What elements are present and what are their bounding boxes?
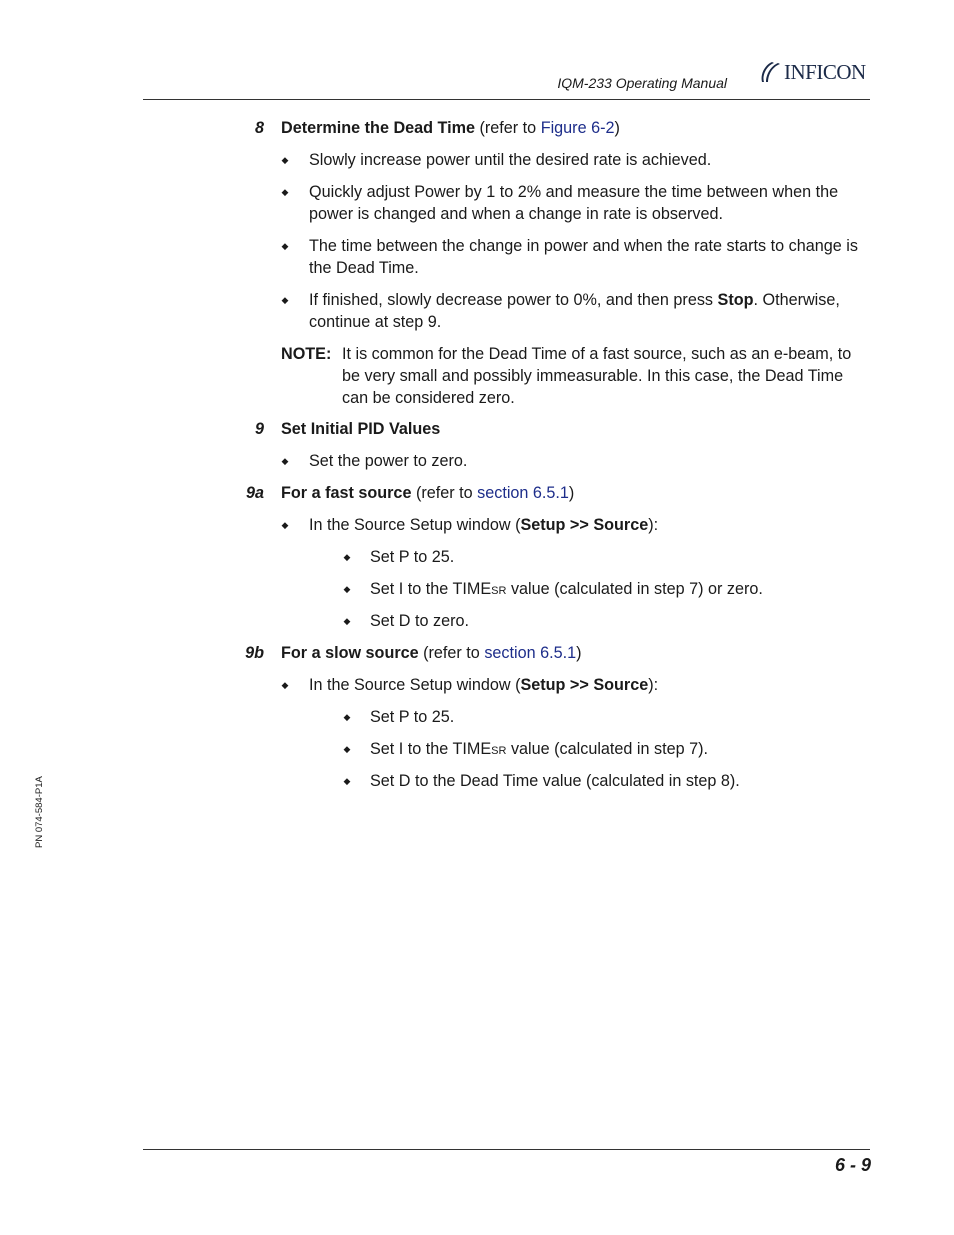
diamond-bullet-icon: ◆ xyxy=(343,712,351,722)
step-9a-refer-suffix: ) xyxy=(568,484,575,502)
step-9b-sub-2-subscript: SR xyxy=(491,745,507,757)
part-number: PN 074-584-P1A xyxy=(34,776,45,848)
manual-title: IQM-233 Operating Manual xyxy=(557,75,727,91)
step-8-bullet-1: Slowly increase power until the desired rate is achieved. xyxy=(309,151,712,169)
section-6-5-1-link[interactable]: section 6.5.1 xyxy=(484,644,577,662)
stop-keyword: Stop xyxy=(717,291,754,309)
step-9b-heading xyxy=(281,642,871,664)
step-9b-refer-suffix: ) xyxy=(576,644,582,662)
step-9a-title: For a fast source xyxy=(281,484,412,502)
step-9b-refer-prefix: (refer to xyxy=(418,644,485,662)
inficon-swoosh-icon xyxy=(760,60,782,84)
diamond-bullet-icon: ◆ xyxy=(343,584,351,594)
step-9b-sub-2-pre: Set I to the TIME xyxy=(370,740,492,758)
step-number-9b: 9b xyxy=(245,644,264,662)
step-9a-sub-2-subscript: SR xyxy=(491,585,507,597)
step-9a-refer-prefix: (refer to xyxy=(411,484,478,502)
step-9-bullet: Set the power to zero. xyxy=(309,452,468,470)
step-9b-sub-2 xyxy=(370,738,870,762)
step-9-title: Set Initial PID Values xyxy=(281,420,441,438)
step-9b-window-bullet xyxy=(309,674,871,696)
step-9b-window-post: ): xyxy=(648,676,659,694)
step-9a-window-path: Setup >> Source xyxy=(520,516,649,534)
inficon-logo xyxy=(760,58,866,86)
note-label: NOTE: xyxy=(281,345,332,363)
step-8-bullet-2: Quickly adjust Power by 1 to 2% and measure the time between when the power is changed and when a change in rate is observed. xyxy=(309,183,839,223)
step-9b-window-pre: In the Source Setup window ( xyxy=(309,676,521,694)
diamond-bullet-icon: ◆ xyxy=(281,456,289,466)
step-8-bullet-3: The time between the change in power and when the rate starts to change is the Dead Time. xyxy=(309,237,858,277)
step-9a-sub-3: Set D to zero. xyxy=(370,612,469,630)
step-number-9: 9 xyxy=(254,420,264,438)
step-9a-sub-1: Set P to 25. xyxy=(370,548,455,566)
diamond-bullet-icon: ◆ xyxy=(343,744,351,754)
step-8-title: Determine the Dead Time xyxy=(281,119,476,137)
diamond-bullet-icon: ◆ xyxy=(343,616,351,626)
step-8-refer-suffix: ) xyxy=(614,119,620,137)
footer-rule xyxy=(143,1149,870,1150)
step-9a-sub-2 xyxy=(370,578,870,602)
logo-text: INFICON xyxy=(784,60,866,84)
step-9a-window-pre: In the Source Setup window ( xyxy=(309,516,521,534)
step-9b-window-path: Setup >> Source xyxy=(520,676,649,694)
step-8-bullet-4 xyxy=(309,289,871,333)
step-9a-sub-2-pre: Set I to the TIME xyxy=(370,580,492,598)
step-9b-sub-2-post: value (calculated in step 7). xyxy=(506,740,709,758)
step-9a-window-bullet xyxy=(309,514,871,536)
step-9b-title: For a slow source xyxy=(281,644,419,662)
figure-6-2-link[interactable]: Figure 6-2 xyxy=(540,119,615,137)
step-9a-heading xyxy=(281,482,871,504)
step-9a-window-post: ): xyxy=(648,516,659,534)
step-9b-sub-1: Set P to 25. xyxy=(370,708,455,726)
section-6-5-1-link[interactable]: section 6.5.1 xyxy=(477,484,569,502)
step-8-bullet-4-pre: If finished, slowly decrease power to 0%, and then press xyxy=(309,291,718,309)
header-rule xyxy=(143,99,870,100)
step-number-9a: 9a xyxy=(245,484,264,502)
diamond-bullet-icon: ◆ xyxy=(281,680,289,690)
step-9a-sub-2-post: value (calculated in step 7) or zero. xyxy=(506,580,763,598)
diamond-bullet-icon: ◆ xyxy=(281,520,289,530)
step-8-heading xyxy=(281,117,871,139)
page-number: 6 - 9 xyxy=(834,1155,871,1175)
diamond-bullet-icon: ◆ xyxy=(343,776,351,786)
step-9b-sub-3: Set D to the Dead Time value (calculated in step 8). xyxy=(370,772,740,790)
diamond-bullet-icon: ◆ xyxy=(281,241,289,251)
note-text: It is common for the Dead Time of a fast source, such as an e-beam, to be very small and possibly immeasurable. In this case, the Dead Time can be considered zero. xyxy=(342,345,852,407)
step-8-refer-prefix: (refer to xyxy=(475,119,541,137)
diamond-bullet-icon: ◆ xyxy=(281,295,289,305)
diamond-bullet-icon: ◆ xyxy=(281,187,289,197)
diamond-bullet-icon: ◆ xyxy=(343,552,351,562)
diamond-bullet-icon: ◆ xyxy=(281,155,289,165)
step-number-8: 8 xyxy=(254,119,264,137)
step-8-bullet-4-post: . Otherwise, continue at step 9. xyxy=(309,291,840,331)
